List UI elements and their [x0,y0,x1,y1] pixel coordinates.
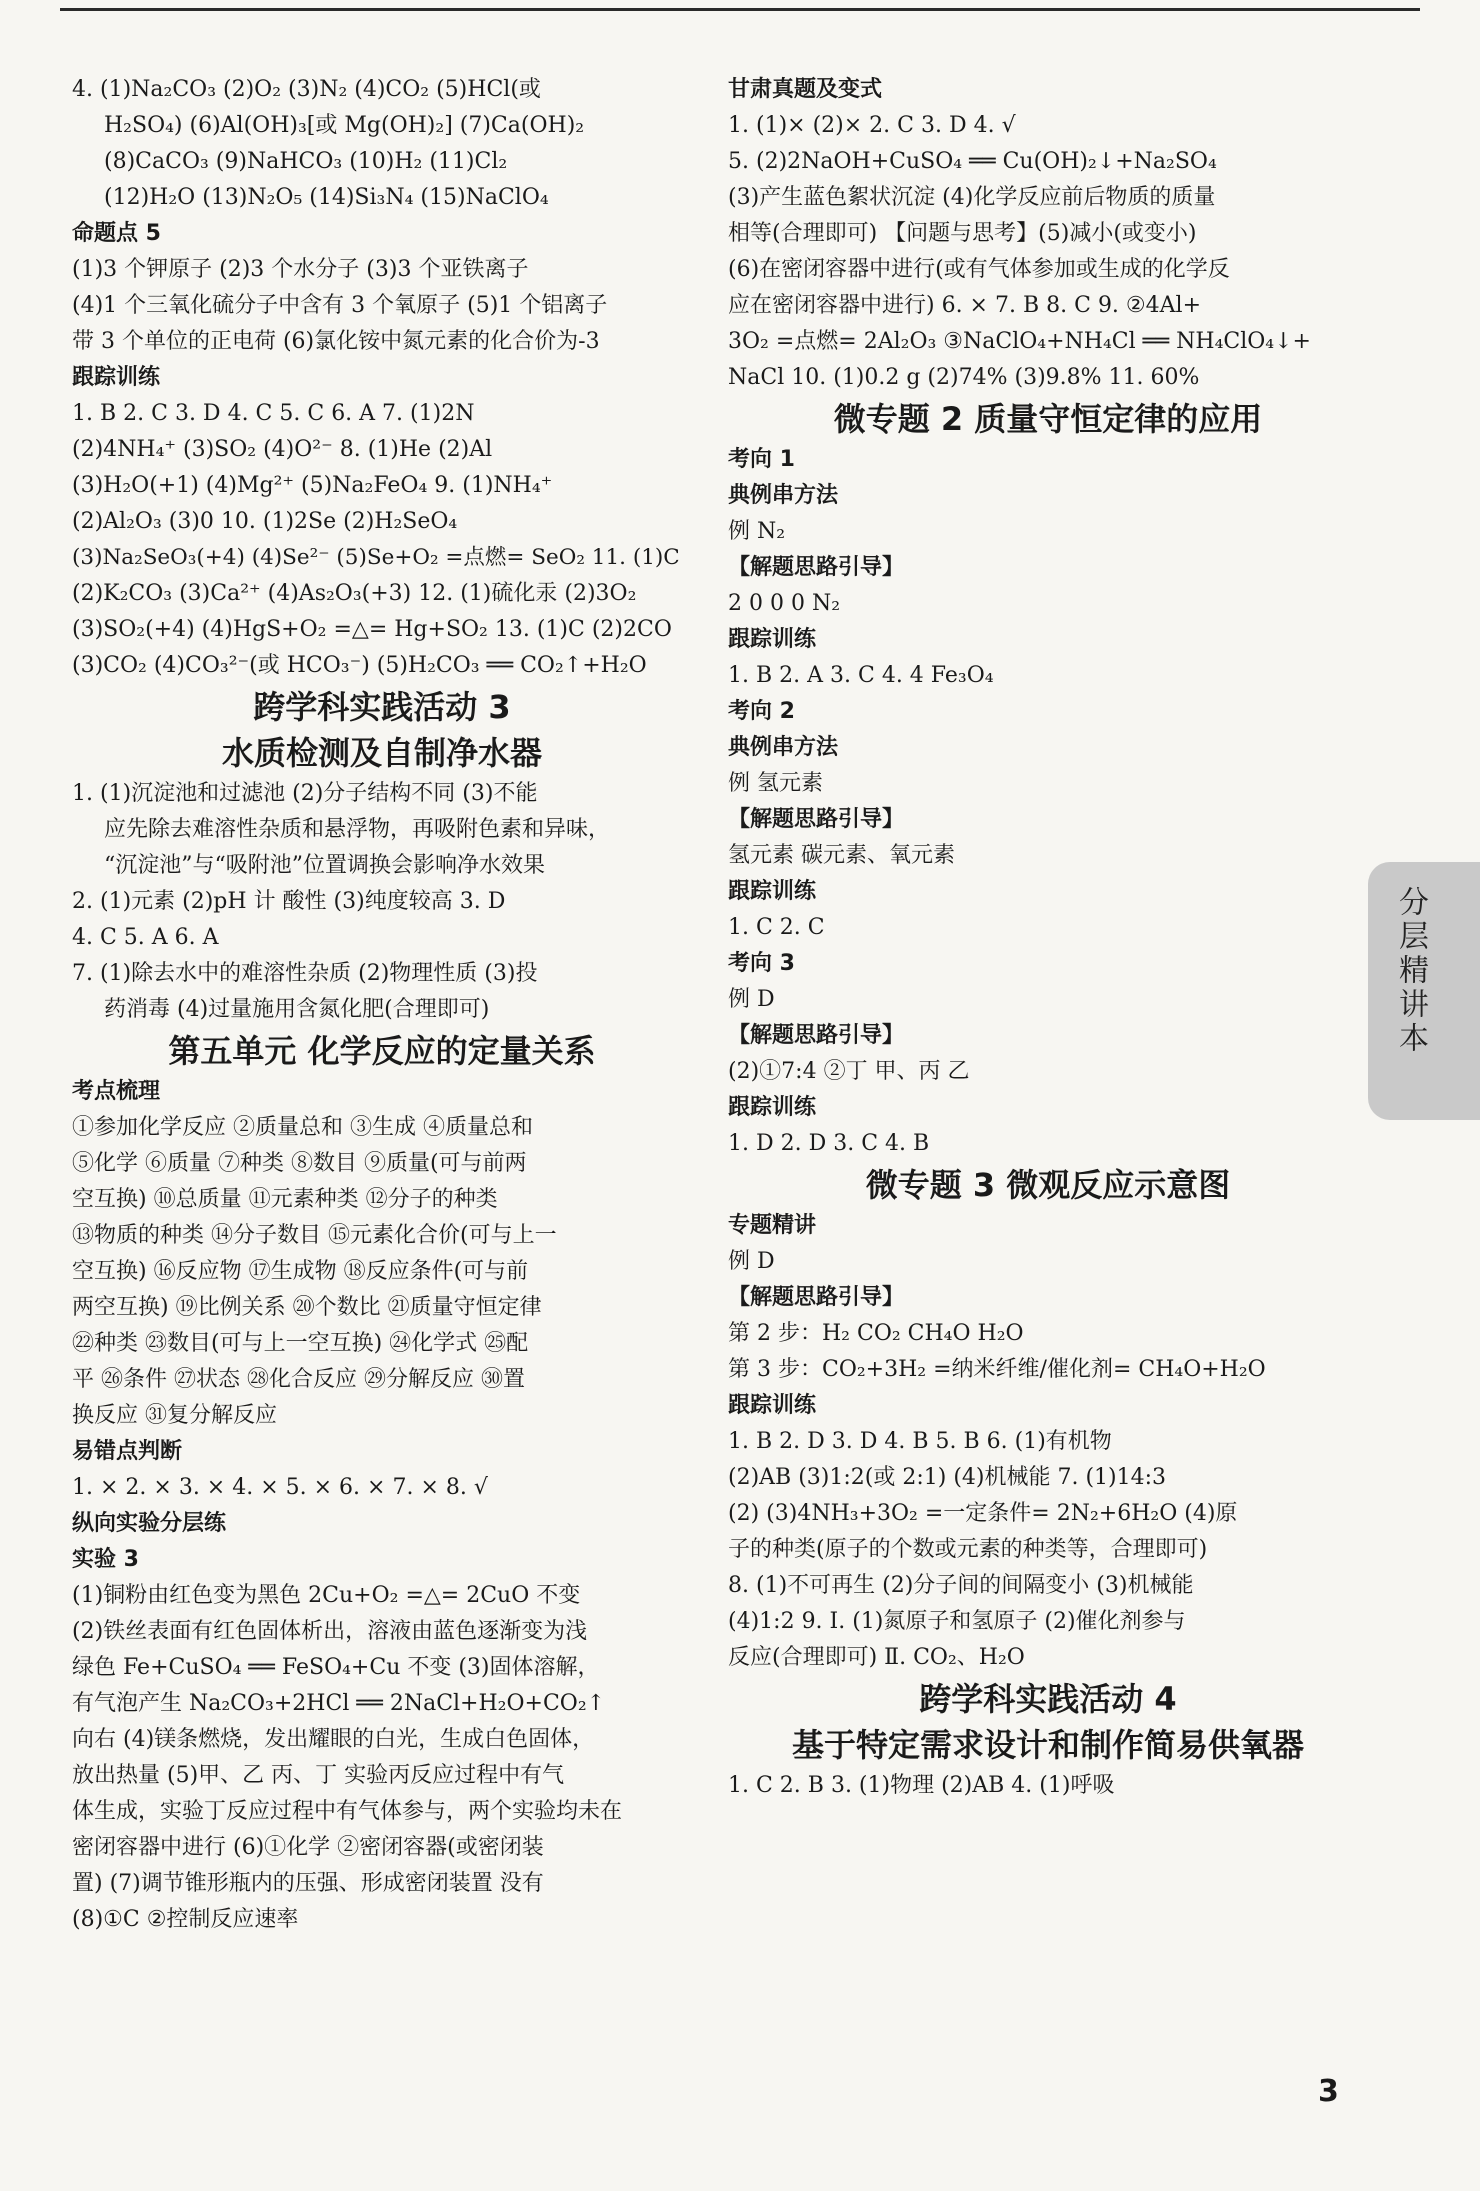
text-line: 4. C 5. A 6. A [72,925,219,950]
text-line: 例 N₂ [728,519,786,544]
chapter-title: 水质检测及自制净水器 [221,734,542,772]
chapter-title: 跨学科实践活动 4 [919,1680,1177,1718]
section-heading: 实验 3 [72,1547,139,1572]
section-heading: 考向 3 [728,951,795,976]
chapter-title: 微专题 3 微观反应示意图 [865,1166,1231,1204]
section-heading: 考点梳理 [72,1079,161,1104]
section-heading: 命题点 5 [72,221,161,246]
text-line: (8)CaCO₃ (9)NaHCO₃ (10)H₂ (11)Cl₂ [104,149,508,174]
text-line: 绿色 Fe+CuSO₄ ══ FeSO₄+Cu 不变 (3)固体溶解， [72,1655,600,1680]
section-heading: 跟踪训练 [728,1095,817,1120]
text-line: 放出热量 (5)甲、乙 丙、丁 实验丙反应过程中有气 [72,1763,565,1788]
text-line: 1. C 2. B 3. (1)物理 (2)AB 4. (1)呼吸 [728,1773,1115,1798]
section-heading: 典例串方法 [728,735,839,760]
text-line: 1. B 2. D 3. D 4. B 5. B 6. (1)有机物 [728,1429,1112,1454]
chapter-title: 微专题 2 质量守恒定律的应用 [833,400,1263,438]
text-line: 密闭容器中进行 (6)①化学 ②密闭容器(或密闭装 [72,1835,544,1860]
section-heading: 考向 2 [728,699,795,724]
text-line: (8)①C ②控制反应速率 [72,1907,299,1932]
text-line: 第 3 步：CO₂+3H₂ =纳米纤维/催化剂= CH₄O+H₂O [728,1357,1266,1382]
text-line: 药消毒 (4)过量施用含氮化肥(合理即可) [104,997,490,1022]
text-line: (4)1:2 9. Ⅰ. (1)氮原子和氢原子 (2)催化剂参与 [728,1609,1186,1634]
text-line: 3O₂ =点燃= 2Al₂O₃ ③NaClO₄+NH₄Cl ══ NH₄ClO₄↓+ [728,329,1311,354]
text-line: ⑬物质的种类 ⑭分子数目 ⑮元素化合价(可与上一 [72,1223,557,1248]
text-line: 体生成，实验丁反应过程中有气体参与，两个实验均未在 [72,1799,623,1824]
section-heading: 甘肃真题及变式 [728,77,883,102]
text-line: (2)①7:4 ②丁 甲、丙 乙 [728,1059,970,1084]
section-heading: 跟踪训练 [728,1393,817,1418]
side-tab-label: 分层精讲本 [1393,886,1428,1056]
text-line: (2)铁丝表面有红色固体析出，溶液由蓝色逐渐变为浅 [72,1619,588,1644]
section-heading: 【解题思路引导】 [728,555,905,580]
side-tab [1368,862,1480,1120]
text-line: (3)CO₂ (4)CO₃²⁻(或 HCO₃⁻) (5)H₂CO₃ ══ CO₂↑+H₂O [72,653,647,678]
text-line: (6)在密闭容器中进行(或有气体参加或生成的化学反 [728,257,1230,282]
section-heading: 跟踪训练 [728,879,817,904]
section-heading: 【解题思路引导】 [728,807,905,832]
text-line: ⑤化学 ⑥质量 ⑦种类 ⑧数目 ⑨质量(可与前两 [72,1151,527,1176]
text-line: 8. (1)不可再生 (2)分子间的间隔变小 (3)机械能 [728,1573,1194,1598]
text-line: 1. (1)× (2)× 2. C 3. D 4. √ [728,113,1016,138]
text-line: (1)铜粉由红色变为黑色 2Cu+O₂ =△= 2CuO 不变 [72,1583,581,1608]
text-line: 1. × 2. × 3. × 4. × 5. × 6. × 7. × 8. √ [72,1475,488,1500]
text-line: 应先除去难溶性杂质和悬浮物，再吸附色素和异味， [104,817,611,842]
text-line: (1)3 个钾原子 (2)3 个水分子 (3)3 个亚铁离子 [72,257,529,282]
text-line: 例 D [728,1249,775,1274]
text-line: 空互换) ⑯反应物 ⑰生成物 ⑱反应条件(可与前 [72,1259,529,1284]
text-line: 相等(合理即可) 【问题与思考】(5)减小(或变小) [728,221,1197,246]
top-rule [60,8,1420,11]
text-line: 4. (1)Na₂CO₃ (2)O₂ (3)N₂ (4)CO₂ (5)HCl(或 [72,77,541,102]
text-line: (3)SO₂(+4) (4)HgS+O₂ =△= Hg+SO₂ 13. (1)C (2)2CO [72,617,672,642]
text-line: (2) (3)4NH₃+3O₂ =一定条件= 2N₂+6H₂O (4)原 [728,1501,1238,1526]
chapter-title: 基于特定需求设计和制作简易供氧器 [791,1726,1304,1764]
section-heading: 易错点判断 [72,1439,183,1464]
text-line: 置) (7)调节锥形瓶内的压强、形成密闭装置 没有 [72,1871,544,1896]
text-line: 1. C 2. C [728,915,825,940]
section-heading: 考向 1 [728,447,795,472]
text-line: (3)H₂O(+1) (4)Mg²⁺ (5)Na₂FeO₄ 9. (1)NH₄⁺ [72,473,553,498]
text-line: 平 ㉖条件 ㉗状态 ㉘化合反应 ㉙分解反应 ㉚置 [72,1367,525,1392]
text-line: 应在密闭容器中进行) 6. × 7. B 8. C 9. ②4Al+ [728,293,1202,318]
text-line: 7. (1)除去水中的难溶性杂质 (2)物理性质 (3)投 [72,961,538,986]
text-line: H₂SO₄) (6)Al(OH)₃[或 Mg(OH)₂] (7)Ca(OH)₂ [104,113,585,138]
left-column [72,72,692,1938]
text-line: 1. B 2. A 3. C 4. 4 Fe₃O₄ [728,663,994,688]
text-line: 反应(合理即可) Ⅱ. CO₂、H₂O [728,1645,1025,1670]
page-number: 3 [1318,2074,1339,2109]
text-line: ①参加化学反应 ②质量总和 ③生成 ④质量总和 [72,1115,533,1140]
text-line: NaCl 10. (1)0.2 g (2)74% (3)9.8% 11. 60% [728,365,1200,390]
text-line: 换反应 ㉛复分解反应 [72,1403,277,1428]
text-line: (3)产生蓝色絮状沉淀 (4)化学反应前后物质的质量 [728,185,1216,210]
text-line: 第 2 步：H₂ CO₂ CH₄O H₂O [728,1321,1024,1346]
right-column [728,72,1368,1804]
text-line: ㉒种类 ㉓数目(可与上一空互换) ㉔化学式 ㉕配 [72,1331,529,1356]
text-line: 1. B 2. C 3. D 4. C 5. C 6. A 7. (1)2N [72,401,475,426]
chapter-title: 第五单元 化学反应的定量关系 [168,1032,596,1070]
text-line: “沉淀池”与“吸附池”位置调换会影响净水效果 [104,853,545,878]
text-line: (2)4NH₄⁺ (3)SO₂ (4)O²⁻ 8. (1)He (2)Al [72,437,493,462]
text-line: 例 D [728,987,775,1012]
text-line: 1. D 2. D 3. C 4. B [728,1131,930,1156]
section-heading: 【解题思路引导】 [728,1023,905,1048]
text-line: 氢元素 碳元素、氧元素 [728,843,955,868]
text-line: 5. (2)2NaOH+CuSO₄ ══ Cu(OH)₂↓+Na₂SO₄ [728,149,1217,174]
text-line: (3)Na₂SeO₃(+4) (4)Se²⁻ (5)Se+O₂ =点燃= SeO₂ 11. (1)C [72,545,680,570]
text-line: 例 氢元素 [728,771,823,796]
section-heading: 专题精讲 [728,1213,817,1238]
text-line: 有气泡产生 Na₂CO₃+2HCl ══ 2NaCl+H₂O+CO₂↑ [72,1691,606,1716]
text-line: (12)H₂O (13)N₂O₅ (14)Si₃N₄ (15)NaClO₄ [104,185,549,210]
text-line: 两空互换) ⑲比例关系 ⑳个数比 ㉑质量守恒定律 [72,1295,542,1320]
text-line: 向右 (4)镁条燃烧，发出耀眼的白光，生成白色固体， [72,1727,595,1752]
text-line: (4)1 个三氧化硫分子中含有 3 个氧原子 (5)1 个铝离子 [72,293,608,318]
section-heading: 跟踪训练 [728,627,817,652]
text-line: 带 3 个单位的正电荷 (6)氯化铵中氮元素的化合价为-3 [72,329,600,354]
section-heading: 纵向实验分层练 [72,1511,227,1536]
section-heading: 跟踪训练 [72,365,161,390]
text-line: 2. (1)元素 (2)pH 计 酸性 (3)纯度较高 3. D [72,889,506,914]
text-line: (2)K₂CO₃ (3)Ca²⁺ (4)As₂O₃(+3) 12. (1)硫化汞 (2)3O₂ [72,581,637,606]
text-line: 空互换) ⑩总质量 ⑪元素种类 ⑫分子的种类 [72,1187,498,1212]
text-line: (2)AB (3)1:2(或 2:1) (4)机械能 7. (1)14:3 [728,1465,1167,1490]
section-heading: 【解题思路引导】 [728,1285,905,1310]
text-line: 子的种类(原子的个数或元素的种类等，合理即可) [728,1537,1208,1562]
text-line: (2)Al₂O₃ (3)0 10. (1)2Se (2)H₂SeO₄ [72,509,458,534]
text-line: 2 0 0 0 N₂ [728,591,841,616]
chapter-title: 跨学科实践活动 3 [253,688,511,726]
text-line: 1. (1)沉淀池和过滤池 (2)分子结构不同 (3)不能 [72,781,538,806]
section-heading: 典例串方法 [728,483,839,508]
